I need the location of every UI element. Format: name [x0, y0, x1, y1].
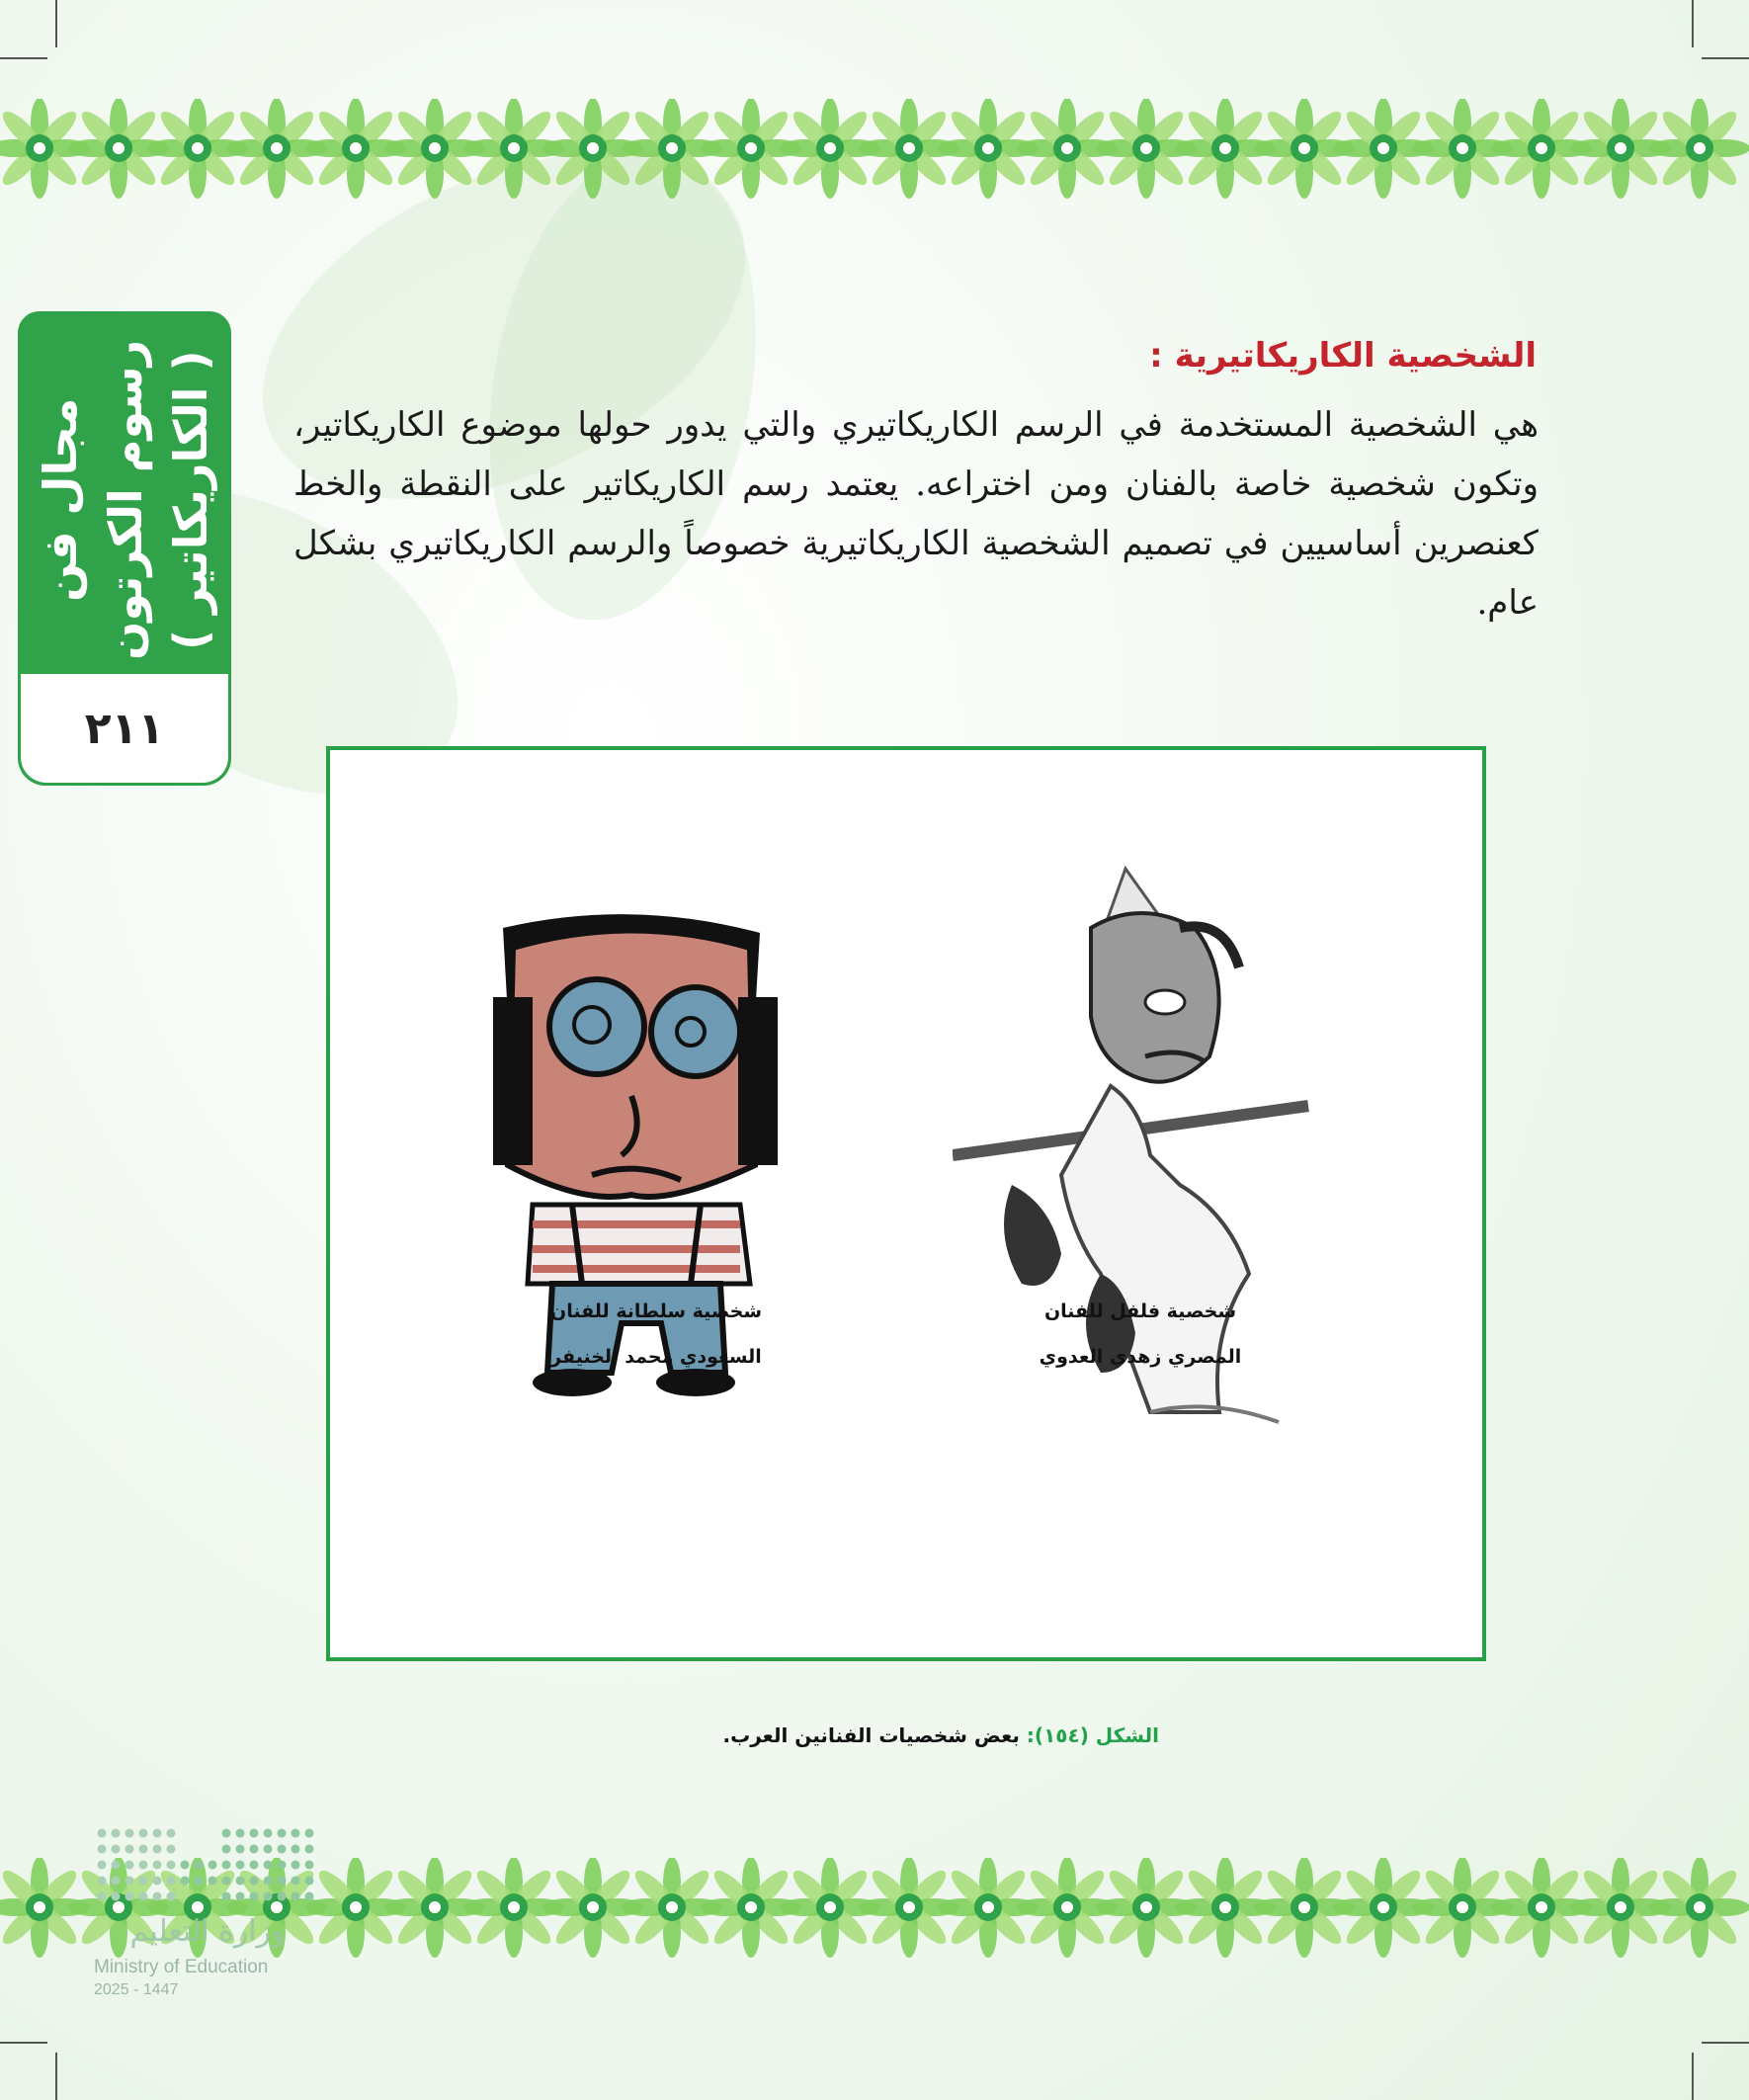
ministry-logo-dots	[94, 1823, 321, 1912]
crop-mark	[1692, 2053, 1694, 2100]
sultana-caption-line1: شخصية سلطانة للفنان	[549, 1301, 763, 1322]
felfel-caption	[962, 1289, 1318, 1380]
logo-dot	[139, 1829, 148, 1838]
logo-dot	[208, 1861, 217, 1870]
crop-mark	[0, 2042, 47, 2044]
top-flower-border	[0, 99, 1749, 217]
logo-dot	[264, 1829, 273, 1838]
logo-dot	[250, 1877, 259, 1886]
logo-dot	[236, 1829, 245, 1838]
crop-mark	[1702, 57, 1749, 59]
logo-dot	[98, 1845, 107, 1854]
logo-dot	[250, 1892, 259, 1901]
ministry-logo-english: Ministry of Education	[94, 1957, 269, 1977]
logo-dot	[222, 1845, 231, 1854]
logo-dot	[278, 1861, 287, 1870]
logo-dot	[222, 1861, 231, 1870]
logo-dot	[181, 1861, 190, 1870]
chapter-side-tab	[18, 311, 231, 786]
logo-dot	[112, 1845, 121, 1854]
logo-dot	[305, 1829, 314, 1838]
logo-dot	[292, 1892, 300, 1901]
logo-dot	[264, 1877, 273, 1886]
logo-dot	[153, 1829, 162, 1838]
logo-dot	[153, 1845, 162, 1854]
logo-dot	[112, 1861, 121, 1870]
logo-dot	[153, 1877, 162, 1886]
logo-dot	[167, 1877, 176, 1886]
logo-dot	[125, 1877, 134, 1886]
logo-dot	[98, 1892, 107, 1901]
logo-dot	[181, 1877, 190, 1886]
logo-dot	[139, 1892, 148, 1901]
logo-dot	[208, 1877, 217, 1886]
felfel-caption-line2: المصري زهدي العدوي	[1039, 1346, 1242, 1368]
logo-dot	[292, 1845, 300, 1854]
logo-dot	[167, 1861, 176, 1870]
logo-dot	[305, 1845, 314, 1854]
sultana-caption-line2: السعودي محمد الخنيفر	[550, 1346, 762, 1368]
logo-dot	[222, 1877, 231, 1886]
page-number: ٢١١	[84, 703, 165, 754]
logo-dot	[139, 1845, 148, 1854]
figure-caption-text: بعض شخصيات الفنانين العرب.	[722, 1723, 1027, 1747]
logo-dot	[264, 1845, 273, 1854]
logo-dot	[167, 1845, 176, 1854]
logo-dot	[167, 1892, 176, 1901]
logo-dot	[98, 1861, 107, 1870]
logo-dot	[125, 1861, 134, 1870]
logo-dot	[292, 1877, 300, 1886]
section-heading: الشخصية الكاريكاتيرية :	[1149, 336, 1537, 376]
logo-dot	[236, 1877, 245, 1886]
figure-caption	[723, 1723, 1159, 1747]
ministry-logo-arabic: وزارة التعليم	[129, 1914, 286, 1949]
logo-dot	[125, 1892, 134, 1901]
flower-decoration	[1649, 99, 1749, 199]
logo-dot	[305, 1877, 314, 1886]
logo-dot	[250, 1845, 259, 1854]
logo-dot	[112, 1877, 121, 1886]
logo-dot	[98, 1877, 107, 1886]
logo-dot	[125, 1829, 134, 1838]
crop-mark	[55, 0, 57, 47]
crop-mark	[55, 2053, 57, 2100]
figure-frame	[326, 746, 1486, 1661]
logo-dot	[264, 1892, 273, 1901]
logo-dot	[264, 1861, 273, 1870]
logo-dot	[195, 1861, 204, 1870]
logo-dot	[112, 1829, 121, 1838]
logo-dot	[125, 1845, 134, 1854]
logo-dot	[278, 1845, 287, 1854]
flower-decoration	[1649, 1858, 1749, 1958]
logo-dot	[139, 1861, 148, 1870]
logo-dot	[139, 1877, 148, 1886]
logo-dot	[236, 1845, 245, 1854]
logo-dot	[195, 1877, 204, 1886]
logo-dot	[98, 1829, 107, 1838]
logo-dot	[278, 1829, 287, 1838]
logo-dot	[305, 1861, 314, 1870]
ministry-logo	[94, 1823, 321, 2006]
logo-dot	[292, 1829, 300, 1838]
logo-dot	[278, 1892, 287, 1901]
logo-dot	[236, 1861, 245, 1870]
logo-dot	[153, 1861, 162, 1870]
section-paragraph: هي الشخصية المستخدمة في الرسم الكاريكاتيري والتي يدور حولها موضوع الكاريكاتير، وتكون شخصية خاصة بالفنان ومن اختراعه. يعتمد رسم الكاريكاتير على النقطة والخط كعنصرين أساسيين في تصميم الشخصية الكاريكاتيرية خصوصاً والرسم الكاريكاتيري بشكل عام.	[293, 405, 1539, 623]
crop-mark	[1692, 0, 1694, 47]
figure-caption-label: الشكل (١٥٤):	[1026, 1723, 1159, 1747]
page-number-box	[21, 674, 228, 783]
logo-dot	[278, 1877, 287, 1886]
sultana-caption	[429, 1289, 883, 1380]
felfel-caption-line1: شخصية فلفل للفنان	[1043, 1301, 1237, 1322]
logo-dot	[250, 1861, 259, 1870]
logo-dot	[292, 1861, 300, 1870]
logo-dot	[153, 1892, 162, 1901]
crop-mark	[0, 57, 47, 59]
logo-dot	[167, 1829, 176, 1838]
chapter-title: مجال فن رسوم الكرتون ( الكاريكاتير )	[34, 339, 217, 661]
ministry-logo-year: 2025 - 1447	[94, 1981, 179, 1998]
logo-dot	[222, 1892, 231, 1901]
crop-mark	[1702, 2042, 1749, 2044]
logo-dot	[305, 1892, 314, 1901]
logo-dot	[222, 1829, 231, 1838]
logo-dot	[250, 1829, 259, 1838]
logo-dot	[112, 1892, 121, 1901]
logo-dot	[236, 1892, 245, 1901]
